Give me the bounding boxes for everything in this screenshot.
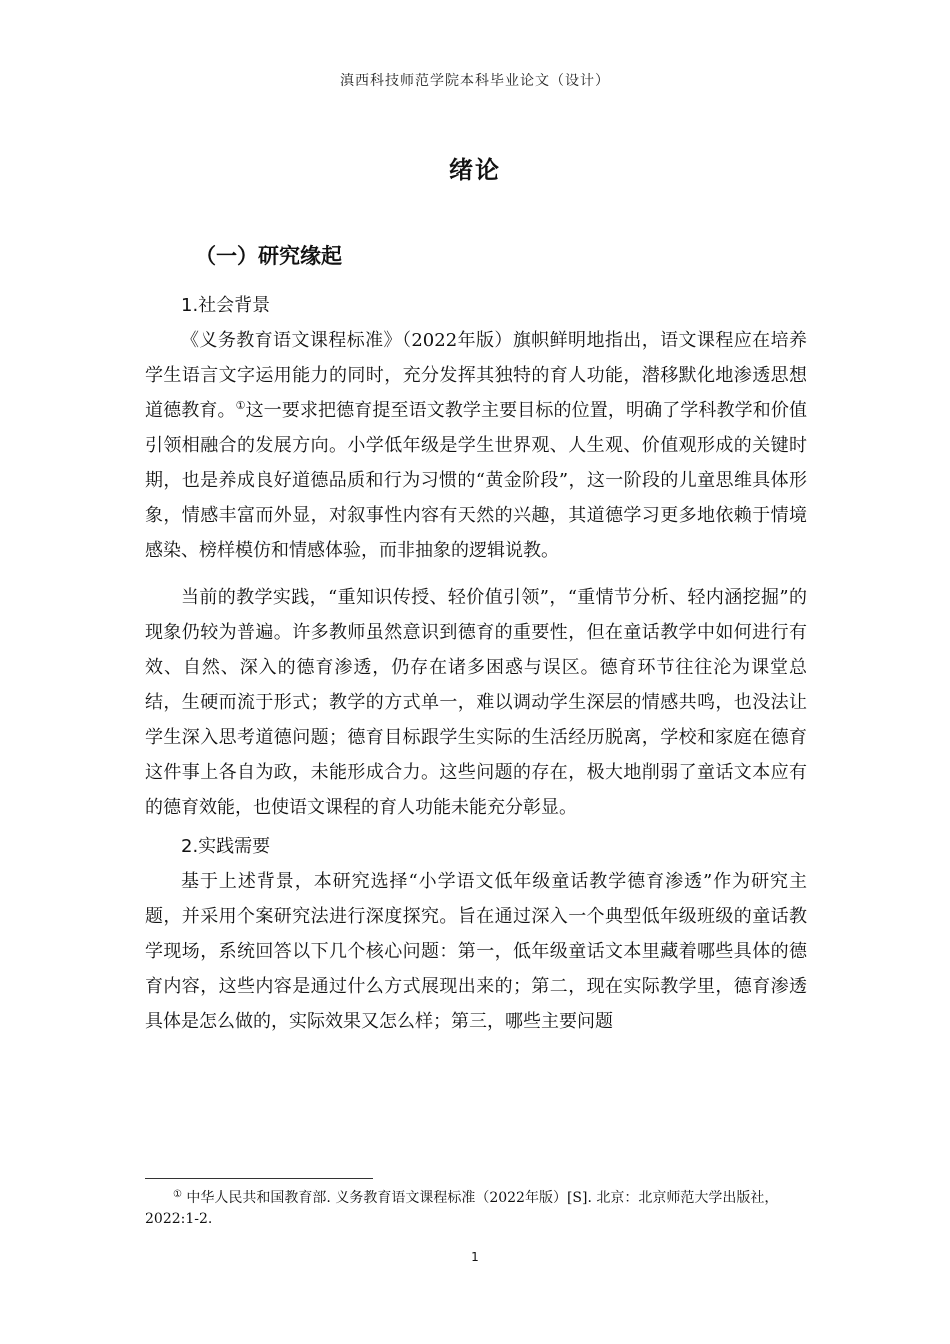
paragraph-practice-need-1: 基于上述背景，本研究选择“小学语文低年级童话教学德育渗透”作为研究主题，并采用个案研究法进行深度探究。旨在通过深入一个典型低年级班级的童话教学现场，系统回答以下几个核心问题：第一，低年级童话文本里藏着哪些具体的德育内容，这些内容是通过什么方式展现出来的；第二，现在实际教学里，德育渗透具体是怎么做的，实际效果又怎么样；第三，哪些主要问题 <box>145 871 807 1032</box>
subsection-heading-social-background: 1.社会背景 <box>181 295 271 316</box>
page-number: 1 <box>471 1250 479 1264</box>
section-heading: （一）研究缘起 <box>195 244 342 268</box>
footnote-marker: ① <box>173 1189 182 1200</box>
footnote-separator <box>145 1178 373 1179</box>
paragraph-social-background-1 <box>145 323 807 568</box>
footnote-reference[interactable]: ① <box>235 399 246 412</box>
running-header: 滇西科技师范学院本科毕业论文（设计） <box>340 73 610 89</box>
chapter-title: 绪论 <box>449 156 501 184</box>
footnote-text: 中华人民共和国教育部. 义务教育语文课程标准（2022年版）[S]. 北京：北京师范大学出版社，2022:1-2. <box>145 1190 779 1227</box>
paragraph-text: 《义务教育语文课程标准》（2022年版）旗帜鲜明地指出，语文课程应在培养学生语言文字运用能力的同时，充分发挥其独特的育人功能，潜移默化地渗透思想道德教育。 <box>145 330 807 421</box>
paragraph-text: 这一要求把德育提至语文教学主要目标的位置，明确了学科教学和价值引领相融合的发展方向。小学低年级是学生世界观、人生观、价值观形成的关键时期，也是养成良好道德品质和行为习惯的“黄金阶段”，这一阶段的儿童思维具体形象，情感丰富而外显，对叙事性内容有天然的兴趣，其道德学习更多地依赖于情境感染、榜样模仿和情感体验，而非抽象的逻辑说教。 <box>145 400 807 561</box>
footnote <box>145 1188 807 1230</box>
paragraph-social-background-2: 当前的教学实践，“重知识传授、轻价值引领”，“重情节分析、轻内涵挖掘”的现象仍较为普遍。许多教师虽然意识到德育的重要性，但在童话教学中如何进行有效、自然、深入的德育渗透，仍存在诸多困惑与误区。德育环节往往沦为课堂总结，生硬而流于形式；教学的方式单一，难以调动学生深层的情感共鸣，也没法让学生深入思考道德问题；德育目标跟学生实际的生活经历脱离，学校和家庭在德育这件事上各自为政，未能形成合力。这些问题的存在，极大地削弱了童话文本应有的德育效能，也使语文课程的育人功能未能充分彰显。 <box>145 587 807 818</box>
subsection-heading-practice-need: 2.实践需要 <box>181 836 271 857</box>
body-content <box>145 238 807 1039</box>
